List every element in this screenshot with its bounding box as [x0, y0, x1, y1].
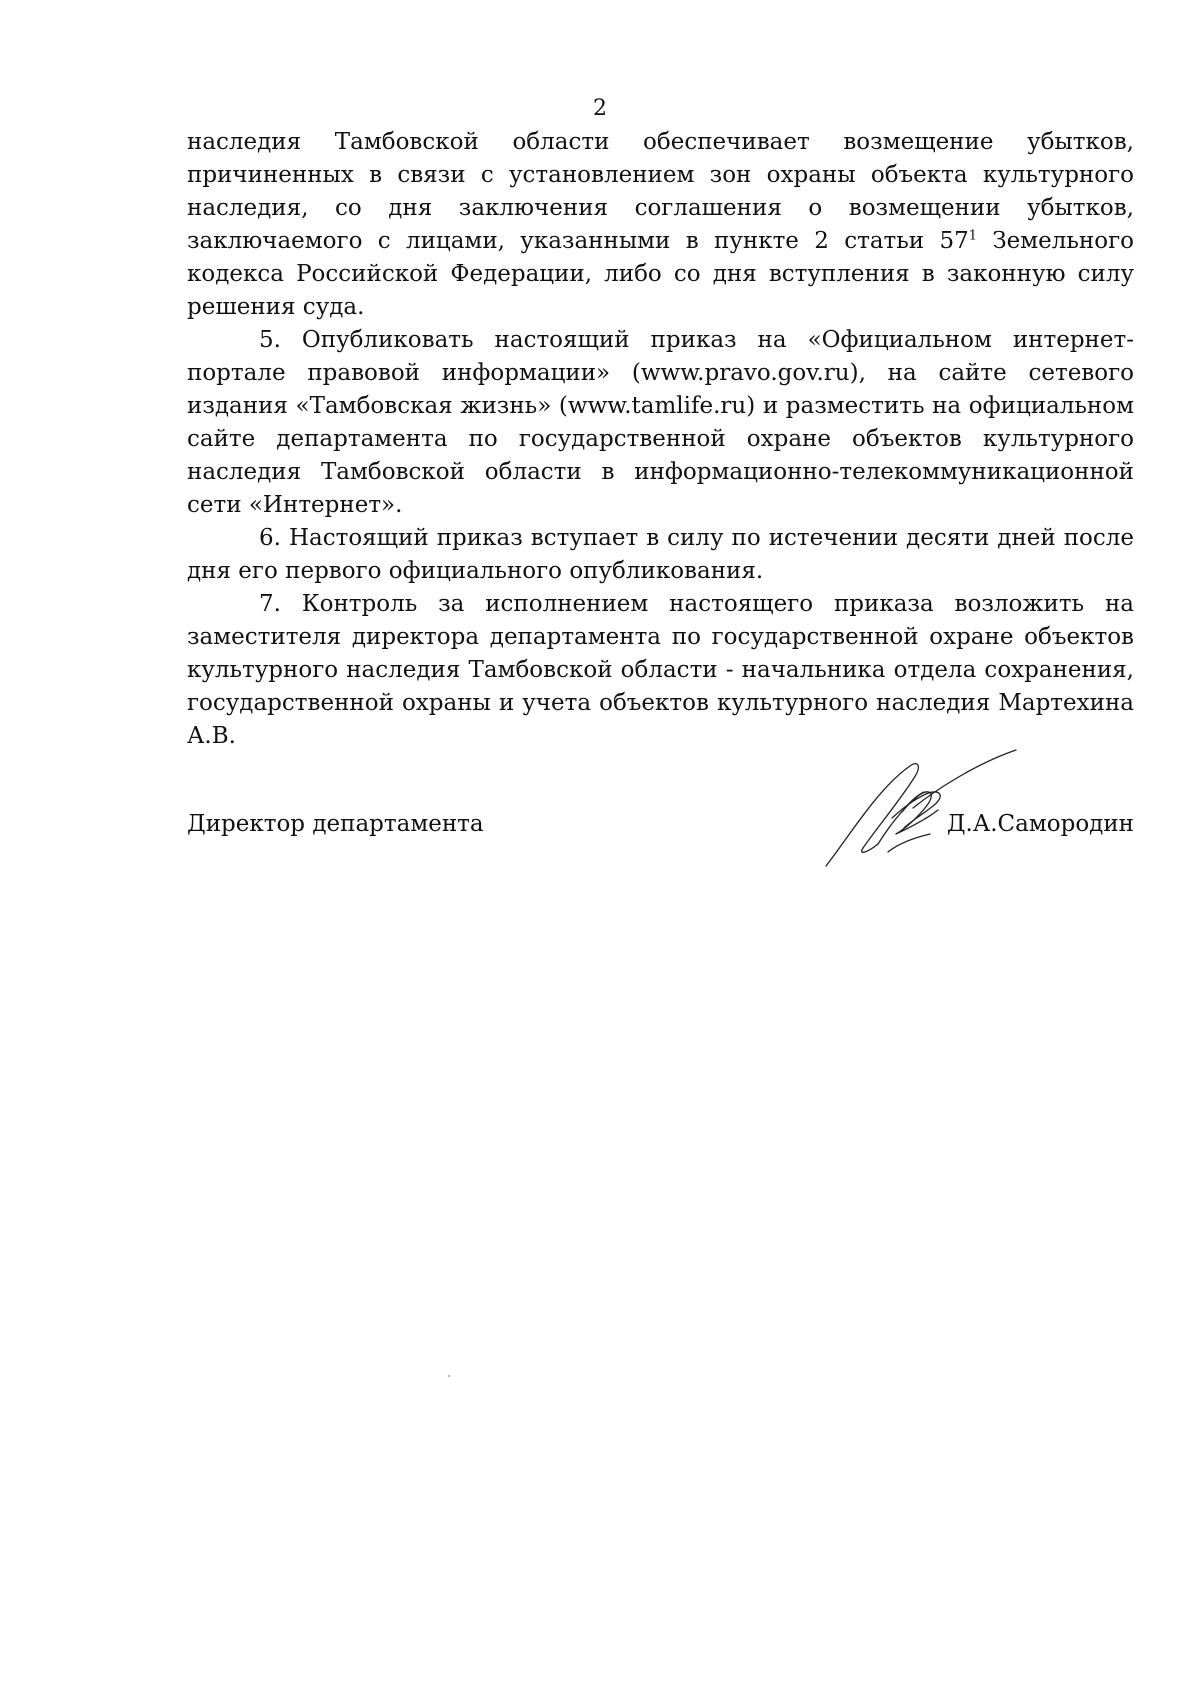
signatory-name: Д.А.Самородин	[946, 811, 1134, 837]
paragraph-5: 5. Опубликовать настоящий приказ на «Официальном интернет-портале правовой информации» (www.pravo.gov.ru), на сайте сетевого издания «Тамбовская жизнь» (www.tamlife.ru) и разместить на официальном сайте департамента по государственной охране объектов культурного наследия Тамбовской области в информационно-телекоммуникационной сети «Интернет».	[187, 327, 1134, 518]
paragraph-7: 7. Контроль за исполнением настоящего приказа возложить на заместителя директора департамента по государственной охране объектов культурного наследия Тамбовской области - начальника отдела сохранения, государственной охраны и учета объектов культурного наследия Мартехина А.В.	[187, 591, 1134, 749]
handwritten-signature	[818, 748, 1018, 873]
signatory-position: Директор департамента	[187, 811, 484, 837]
document-body	[187, 126, 1134, 753]
superscript: 1	[968, 228, 977, 244]
paragraph-text: наследия Тамбовской области обеспечивает возмещение убытков, причиненных в связи с установлением зон охраны объекта культурного наследия, со дня заключения соглашения о возмещении убытков, заключаемого с лицами, указанными в пункте 2 статьи 57	[187, 129, 1134, 254]
paragraph-text-tail: Земельного кодекса Российской Федерации, либо со дня вступления в законную силу решения суда.	[187, 228, 1134, 320]
paragraph-6: 6. Настоящий приказ вступает в силу по истечении десяти дней после дня его первого официального опубликования.	[187, 525, 1134, 584]
paragraph-4-continuation	[187, 126, 1134, 324]
page-number: 2	[593, 96, 607, 121]
scan-speck	[448, 1375, 450, 1377]
